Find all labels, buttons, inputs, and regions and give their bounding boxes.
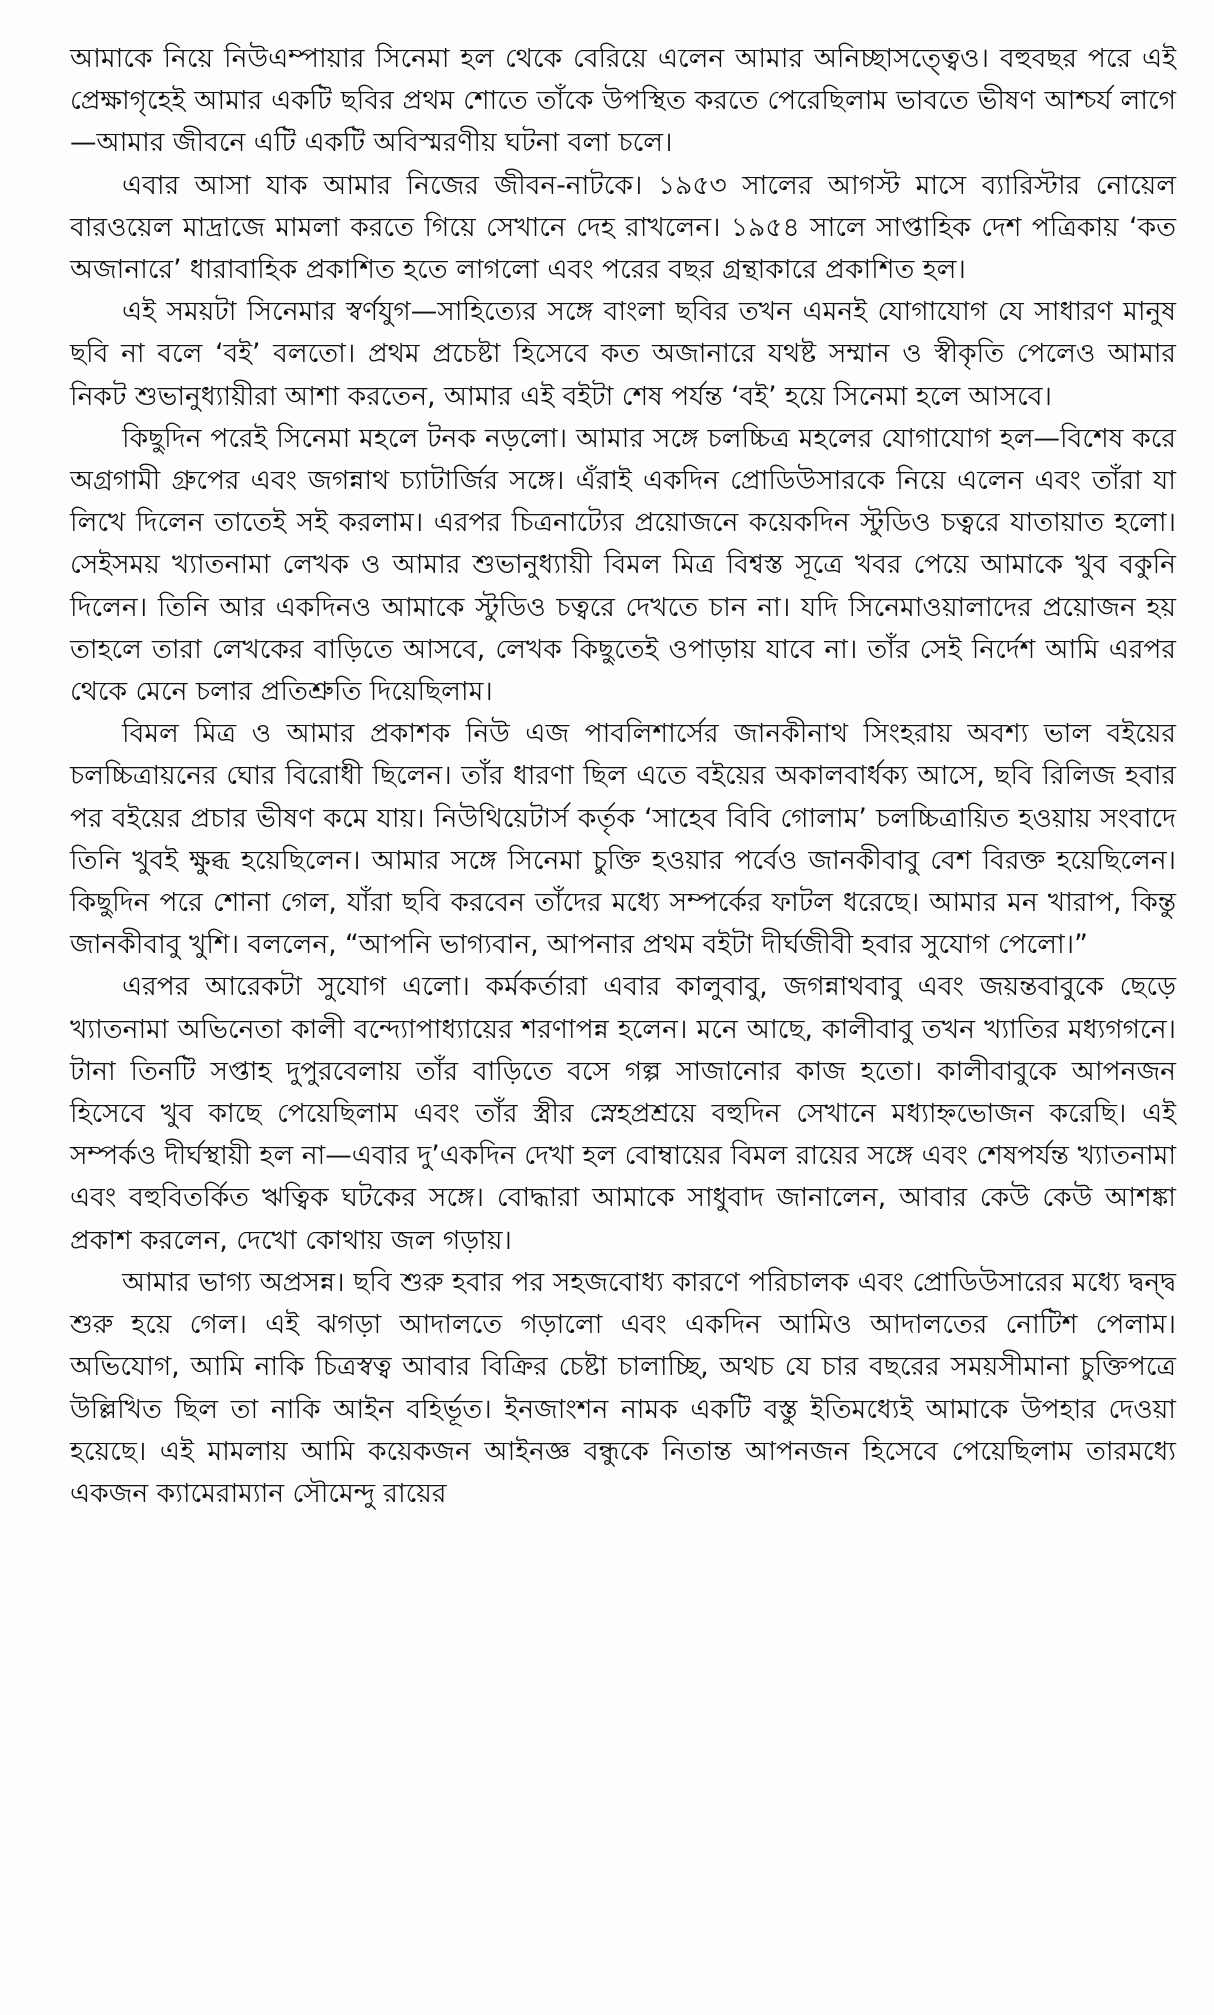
paragraph-7: আমার ভাগ্য অপ্রসন্ন। ছবি শুরু হবার পর সহজবোধ্য কারণে পরিচালক এবং প্রোডিউসারের মধ্যে দ্বন্দ্ব শুরু হয়ে গেল। এই ঝগড়া আদালতে গড়ালো এবং একদিন আমিও আদালতের নোটিশ পেলাম। অভিযোগ, আমি নাকি চিত্রস্বত্ব আবার বিক্রির চেষ্টা চালাচ্ছি, অথচ যে চার বছরের সময়সীমানা চুক্তিপত্রে উল্লিখিত ছিল তা নাকি আইন বহির্ভূত। ইনজাংশন নামক একটি বস্তু ইতিমধ্যেই আমাকে উপহার দেওয়া হয়েছে। এই মামলায় আমি কয়েকজন আইনজ্ঞ বন্ধুকে নিতান্ত আপনজন হিসেবে পেয়েছিলাম তারমধ্যে একজন ক্যামেরাম্যান সৌমেন্দু রায়ের	[70, 1266, 1176, 1509]
paragraph-1: আমাকে নিয়ে নিউএম্পায়ার সিনেমা হল থেকে বেরিয়ে এলেন আমার অনিচ্ছাসত্ত্বেও। বহুবছর পরে এই প্রেক্ষাগৃহেই আমার একটি ছবির প্রথম শোতে তাঁকে উপস্থিত করতে পেরেছিলাম ভাবতে ভীষণ আশ্চর্য লাগে—আমার জীবনে এটি একটি অবিস্মরণীয় ঘটনা বলা চলে।	[70, 43, 1176, 159]
paragraph-5: বিমল মিত্র ও আমার প্রকাশক নিউ এজ পাবলিশার্সের জানকীনাথ সিংহরায় অবশ্য ভাল বইয়ের চলচ্চিত্রায়নের ঘোর বিরোধী ছিলেন। তাঁর ধারণা ছিল এতে বইয়ের অকালবার্ধক্য আসে, ছবি রিলিজ হবার পর বইয়ের প্রচার ভীষণ কমে যায়। নিউথিয়েটার্স কর্তৃক ‘সাহেব বিবি গোলাম’ চলচ্চিত্রায়িত হওয়ায় সংবাদে তিনি খুবই ক্ষুব্ধ হয়েছিলেন। আমার সঙ্গে সিনেমা চুক্তি হওয়ার পর্বেও জানকীবাবু বেশ বিরক্ত হয়েছিলেন। কিছুদিন পরে শোনা গেল, যাঁরা ছবি করবেন তাঁদের মধ্যে সম্পর্কের ফাটল ধরেছে। আমার মন খারাপ, কিন্তু জানকীবাবু খুশি। বললেন, “আপনি ভাগ্যবান, আপনার প্রথম বইটা দীর্ঘজীবী হবার সুযোগ পেলো।”	[70, 718, 1176, 961]
paragraph-3: এই সময়টা সিনেমার স্বর্ণযুগ—সাহিত্যের সঙ্গে বাংলা ছবির তখন এমনই যোগাযোগ যে সাধারণ মানুষ ছবি না বলে ‘বই’ বলতো। প্রথম প্রচেষ্টা হিসেবে কত অজানারে যথষ্ট সম্মান ও স্বীকৃতি পেলেও আমার নিকট শুভানুধ্যায়ীরা আশা করতেন, আমার এই বইটা শেষ পর্যন্ত ‘বই’ হয়ে সিনেমা হলে আসবে।	[70, 296, 1176, 412]
paragraph-4: কিছুদিন পরেই সিনেমা মহলে টনক নড়লো। আমার সঙ্গে চলচ্চিত্র মহলের যোগাযোগ হল—বিশেষ করে অগ্রগামী গ্রুপের এবং জগন্নাথ চ্যাটার্জির সঙ্গে। এঁরাই একদিন প্রোডিউসারকে নিয়ে এলেন এবং তাঁরা যা লিখে দিলেন তাতেই সই করলাম। এরপর চিত্রনাট্যের প্রয়োজনে কয়েকদিন স্টুডিও চত্বরে যাতায়াত হলো। সেইসময় খ্যাতনামা লেখক ও আমার শুভানুধ্যায়ী বিমল মিত্র বিশ্বস্ত সূত্রে খবর পেয়ে আমাকে খুব বকুনি দিলেন। তিনি আর একদিনও আমাকে স্টুডিও চত্বরে দেখতে চান না। যদি সিনেমাওয়ালাদের প্রয়োজন হয় তাহলে তারা লেখকের বাড়িতে আসবে, লেখক কিছুতেই ওপাড়ায় যাবে না। তাঁর সেই নির্দেশ আমি এরপর থেকে মেনে চলার প্রতিশ্রুতি দিয়েছিলাম।	[70, 422, 1176, 708]
paragraph-2: এবার আসা যাক আমার নিজের জীবন-নাটকে। ১৯৫৩ সালের আগস্ট মাসে ব্যারিস্টার নোয়েল বারওয়েল মাদ্রাজে মামলা করতে গিয়ে সেখানে দেহ রাখলেন। ১৯৫৪ সালে সাপ্তাহিক দেশ পত্রিকায় ‘কত অজানারে’ ধারাবাহিক প্রকাশিত হতে লাগলো এবং পরের বছর গ্রন্থাকারে প্রকাশিত হল।	[70, 169, 1176, 286]
paragraph-6: এরপর আরেকটা সুযোগ এলো। কর্মকর্তারা এবার কালুবাবু, জগন্নাথবাবু এবং জয়ন্তবাবুকে ছেড়ে খ্যাতনামা অভিনেতা কালী বন্দ্যোপাধ্যায়ের শরণাপন্ন হলেন। মনে আছে, কালীবাবু তখন খ্যাতির মধ্যগগনে। টানা তিনটি সপ্তাহ দুপুরবেলায় তাঁর বাড়িতে বসে গল্প সাজানোর কাজ হতো। কালীবাবুকে আপনজন হিসেবে খুব কাছে পেয়েছিলাম এবং তাঁর স্ত্রীর স্নেহপ্রশ্রয়ে বহুদিন সেখানে মধ্যাহ্নভোজন করেছি। এই সম্পর্কও দীর্ঘস্থায়ী হল না—এবার দু’একদিন দেখা হল বোম্বায়ের বিমল রায়ের সঙ্গে এবং শেষপর্যন্ত খ্যাতনামা এবং বহুবিতর্কিত ঋত্বিক ঘটকের সঙ্গে। বোদ্ধারা আমাকে সাধুবাদ জানালেন, আবার কেউ কেউ আশঙ্কা প্রকাশ করলেন, দেখো কোথায় জল গড়ায়।	[70, 971, 1176, 1256]
